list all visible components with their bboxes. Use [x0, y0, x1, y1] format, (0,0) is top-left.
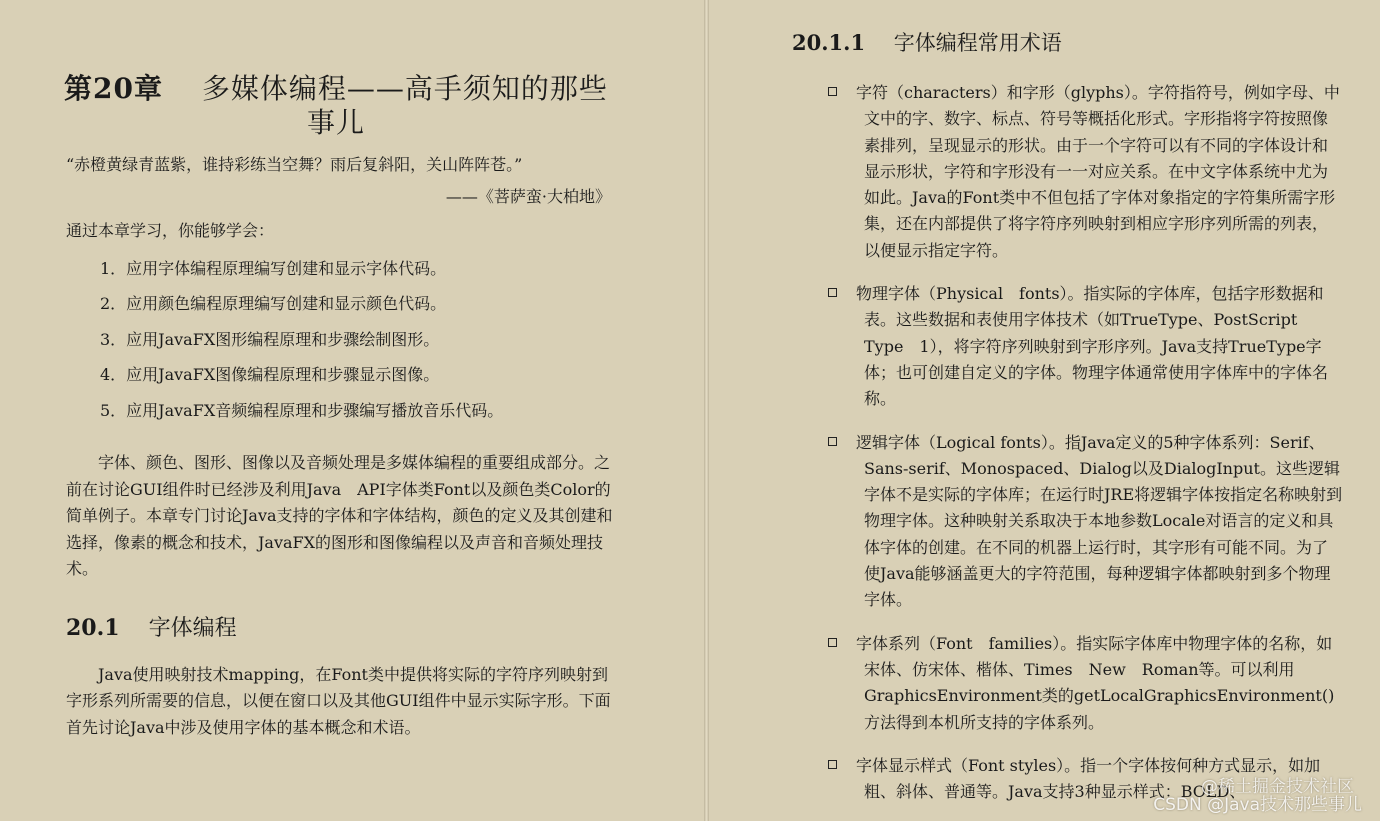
section-number: 20.1 [66, 614, 120, 641]
learning-goal: 3．应用JavaFX图形编程原理和步骤绘制图形。 [100, 329, 440, 349]
learning-goals-list [66, 251, 704, 429]
section-paragraph: Java使用映射技术mapping，在Font类中提供将实际的字符序列映射到字形系列所需要的信息，以便在窗口以及其他GUI组件中显示实际字形。下面首先讨论Java中涉及使用字体的基本概念和术语。 [66, 664, 611, 737]
term-text: 字体显示样式（Font styles）。指一个字体按何种方式显示，如加粗、斜体、普通等。Java支持3种显示样式：BOLD、 [856, 755, 1321, 802]
section-heading [66, 613, 704, 644]
subsection-title: 字体编程常用术语 [893, 31, 1062, 55]
subsection-heading [792, 28, 1380, 58]
learning-goal: 5．应用JavaFX音频编程原理和步骤编写播放音乐代码。 [100, 400, 504, 420]
chapter-title-text: 多媒体编程——高手须知的那些事儿 [201, 72, 608, 139]
right-page [709, 0, 1380, 821]
term-text: 字体系列（Font families）。指实际字体库中物理字体的名称，如宋体、仿宋体、楷体、Times New Roman等。可以利用GraphicsEnvironment类的getLocalGraphicsEnvironment()方法得到本机所支持的字体系列。 [856, 633, 1335, 732]
term-item [826, 281, 1343, 412]
term-text: 字符（characters）和字形（glyphs）。字符指符号，例如字母、中文中的字、数字、标点、符号等概括化形式。字形指将字符按照像素排列，呈现显示的形状。由于一个字符可以有不同的字体设计和显示形状，字符和字形没有一一对应关系。在中文字体系统中尤为如此。Java的Font类中不但包括了字体对象指定的字符集所需字形集，还在内部提供了将字符序列映射到相应字形序列所需的列表，以便显示指定字符。 [856, 83, 1340, 260]
epigraph-source: ——《菩萨蛮·大柏地》 [445, 186, 611, 206]
checkbox-bullet-icon [828, 760, 837, 769]
epigraph-poem: “赤橙黄绿青蓝紫，谁持彩练当空舞？雨后复斜阳，关山阵阵苍。” [66, 155, 523, 174]
term-text: 逻辑字体（Logical fonts）。指Java定义的5种字体系列：Serif、Sans-serif、Monospaced、Dialog以及DialogInput。这些逻辑字体不是实际的字体库；在运行时JRE将逻辑字体按指定名称映射到物理字体。这种映射关系取决于本地参数Locale对语言的定义和具体字体的创建。在不同的机器上运行时，其字形有可能不同。为了使Java能够涵盖更大的字符范围，每种逻辑字体都映射到多个物理字体。 [856, 432, 1343, 610]
chapter-overview-paragraph: 字体、颜色、图形、图像以及音频处理是多媒体编程的重要组成部分。之前在讨论GUI组件时已经涉及利用Java API字体类Font以及颜色类Color的简单例子。本章专门讨论Java支持的字体和字体结构，颜色的定义及其创建和选择，像素的概念和技术，JavaFX的图形和图像编程以及声音和音频处理技术。 [66, 453, 613, 578]
checkbox-bullet-icon [828, 638, 837, 647]
learning-goal: 2．应用颜色编程原理编写创建和显示颜色代码。 [100, 294, 447, 313]
term-item [826, 631, 1343, 736]
checkbox-bullet-icon [828, 87, 837, 96]
learning-goal: 1．应用字体编程原理编写创建和显示字体代码。 [100, 258, 447, 278]
watermark-juejin: @稀土掘金技术社区 [1201, 777, 1354, 797]
chapter-number: 第20章 [64, 72, 164, 105]
checkbox-bullet-icon [828, 288, 837, 297]
chapter-title [56, 72, 616, 140]
watermark-csdn: CSDN @Java技术那些事儿 [1153, 795, 1362, 815]
subsection-number: 20.1.1 [792, 30, 866, 55]
learning-goal: 4．应用JavaFX图像编程原理和步骤显示图像。 [100, 365, 440, 384]
term-item [826, 430, 1343, 614]
term-text: 物理字体（Physical fonts）。指实际的字体库，包括字形数据和表。这些数据和表使用字体技术（如TrueType、PostScript Type 1），将字符序列映射到字形序列。Java支持TrueType字体；也可创建自定义的字体。物理字体通常使用字体库中的字体名称。 [856, 284, 1329, 409]
terms-list [826, 80, 1380, 805]
checkbox-bullet-icon [828, 437, 837, 446]
learning-intro: 通过本章学习，你能够学会： [66, 220, 275, 240]
section-title: 字体编程 [148, 615, 237, 641]
term-item [826, 80, 1343, 264]
